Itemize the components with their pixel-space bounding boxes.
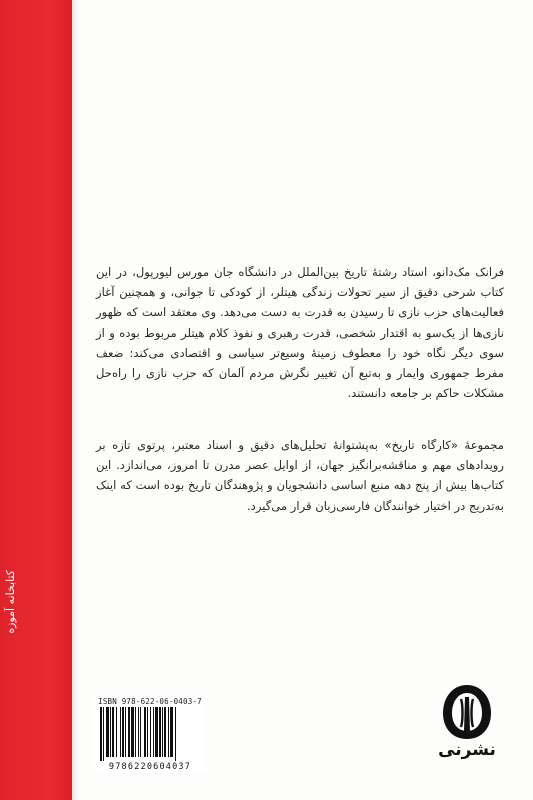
isbn-barcode (94, 697, 206, 773)
paragraph-text: مجموعهٔ «کارگاه تاریخ» به‌پشتوانهٔ تحلیل‌های دقیق و اسناد معتبر، پرتوی تازه بر رویدادهای مهم و مناقشه‌برانگیز جهان، از اوایل عصر مدرن تا امروز، می‌اندازد. این کتاب‌ها بیش از پنج دهه منبع اساسی دانشجویان و پژوهندگان تاریخ بوده است که اینک به‌تدریج در اختیار خوانندگان فارسی‌زبان قرار می‌گیرد. (96, 438, 504, 513)
description-paragraph (96, 262, 504, 403)
paragraph-text: فرانک مک‌دانو، استاد رشتهٔ تاریخ بین‌الملل در دانشگاه جان مورس لیورپول، در این کتاب شرحی دقیق از سیر تحولات زندگی هیتلر، از کودکی تا جوانی، و همچنین آغاز فعالیت‌های حزب نازی تا رسیدن به قدرت به دست می‌دهد. وی معتقد است که ظهور نازی‌ها از یک‌سو به اقتدار شخصی، قدرت رهبری و نفوذ کلام هیتلر مربوط بوده و از سوی دیگر نگاه خود را معطوف زمینهٔ وسیع‌تر سیاسی و اقتصادی می‌کند: ضعف مفرط جمهوری وایمار و به‌تبع آن تغییر نگرش مردم آلمان که حزب نازی را راه‌حل مشکلات حاکم بر جامعه دانستند. (96, 265, 504, 401)
spine-shadow (72, 0, 78, 800)
spine-handwriting: کتابخانه آموزه (4, 570, 17, 634)
series-paragraph (96, 435, 504, 516)
isbn-label: ISBN 978-622-06-0403-7 (98, 697, 202, 706)
barcode-bars (98, 707, 202, 761)
publisher-name: نشرنی (438, 740, 496, 760)
isbn-number: 9786220604037 (108, 762, 192, 772)
